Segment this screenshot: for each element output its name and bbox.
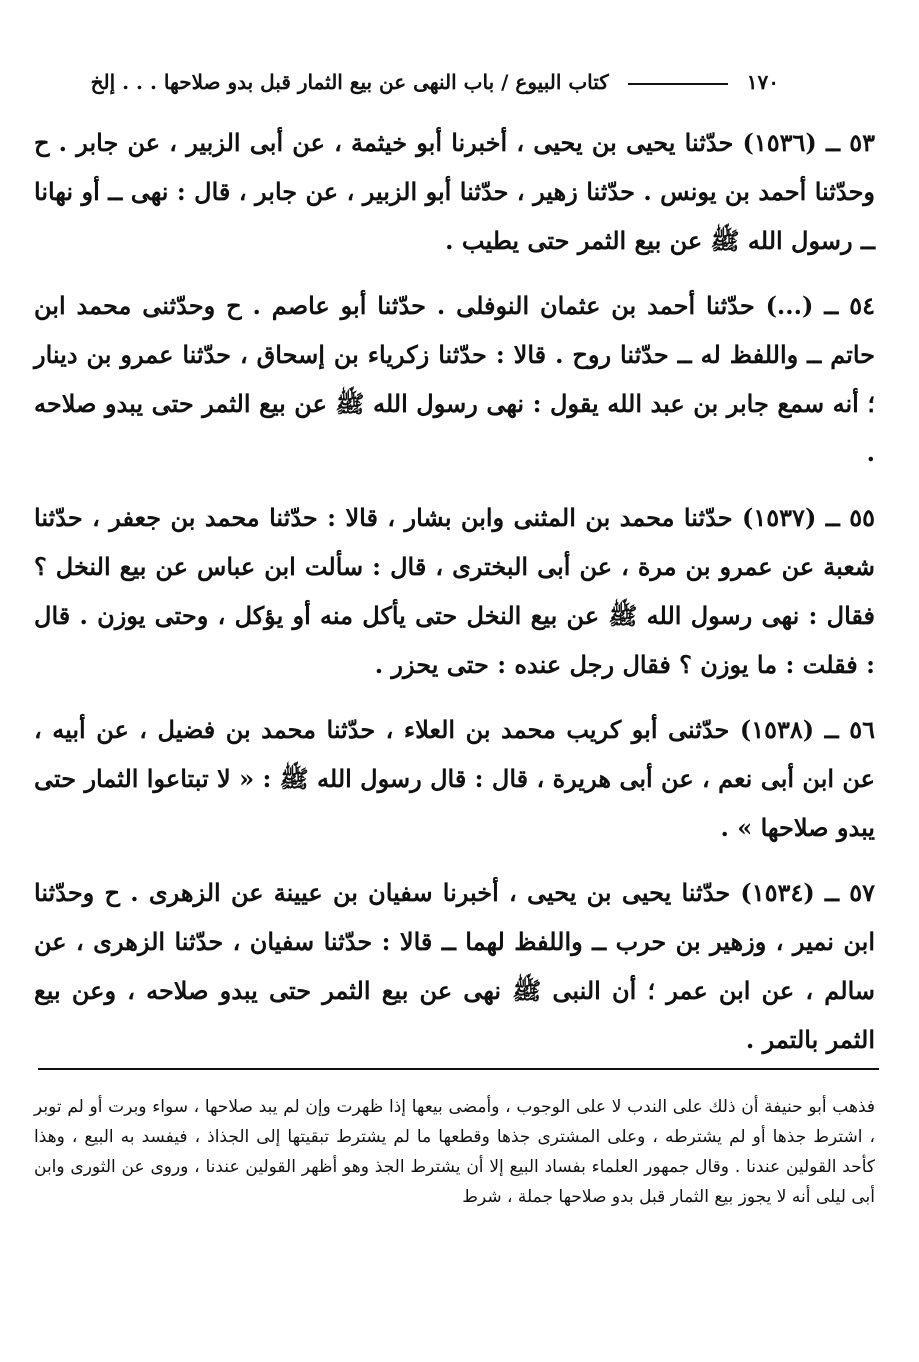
hadith-55: ٥٥ ــ (١٥٣٧) حدّثنا محمد بن المثنى وابن بشار ، قالا : حدّثنا محمد بن جعفر ، حدّثنا شعبة عن عمرو بن مرة ، عن أبى البخترى ، قال : سألت ابن عباس عن بيع النخل ؟ فقال : نهى رسول الله ﷺ عن بيع النخل حتى يأكل منه أو يؤكل ، وحتى يوزن . قال : فقلت : ما يوزن ؟ فقال رجل عنده : حتى يحزر . [34, 503, 876, 679]
hadith-57: ٥٧ ــ (١٥٣٤) حدّثنا يحيى بن يحيى ، أخبرنا سفيان بن عيينة عن الزهرى . ح وحدّثنا ابن نمير ، وزهير بن حرب ــ واللفظ لهما ــ قالا : حدّثنا سفيان ، حدّثنا الزهرى ، عن سالم ، عن ابن عمر ؛ أن النبى ﷺ نهى عن بيع الثمر حتى يبدو صلاحه ، وعن بيع الثمر بالتمر . [34, 878, 876, 1054]
running-header [30, 70, 779, 94]
header-title: كتاب البيوع / باب النهى عن بيع الثمار قبل بدو صلاحها . . . إلخ [90, 70, 609, 94]
header-dash [628, 83, 728, 85]
hadith-53: ٥٣ ــ (١٥٣٦) حدّثنا يحيى بن يحيى ، أخبرنا أبو خيثمة ، عن أبى الزبير ، عن جابر . ح وحدّثنا أحمد بن يونس . حدّثنا زهير ، حدّثنا أبو الزبير ، عن جابر ، قال : نهى ــ أو نهانا ــ رسول الله ﷺ عن بيع الثمر حتى يطيب . [34, 128, 875, 255]
page-number: ١٧٠ [746, 70, 779, 94]
hadith-54: ٥٤ ــ (...) حدّثنا أحمد بن عثمان النوفلى . حدّثنا أبو عاصم . ح وحدّثنى محمد ابن حاتم ــ واللفظ له ــ حدّثنا روح . قالا : حدّثنا زكرياء بن إسحاق ، حدّثنا عمرو بن دينار ؛ أنه سمع جابر بن عبد الله يقول : نهى رسول الله ﷺ عن بيع الثمر حتى يبدو صلاحه . [34, 291, 875, 467]
footnote-divider [38, 1068, 879, 1070]
footnote-text: فذهب أبو حنيفة أن ذلك على الندب لا على الوجوب ، وأمضى بيعها إذا ظهرت وإن لم يبد صلاحها ، سواء وبرت أو لم توبر ، اشترط جذها أو لم يشترطه ، وعلى المشترى جذها وقطعها ما لم يشترط تبقيتها إلى الجذاذ ، فيفسد به البيع ، وهذا كأحد القولين عندنا . وقال جمهور العلماء بفساد البيع إلا أن يشترط الجذ وهو أظهر القولين عندنا ، وروى عن الثورى وابن أبى ليلى أنه لا يجوز بيع الثمار قبل بدو صلاحها جملة ، شرط [34, 1097, 875, 1207]
hadith-56: ٥٦ ــ (١٥٣٨) حدّثنى أبو كريب محمد بن العلاء ، حدّثنا محمد بن فضيل ، عن أبيه ، عن ابن أبى نعم ، عن أبى هريرة ، قال : قال رسول الله ﷺ : « لا تبتاعوا الثمار حتى يبدو صلاحها » . [34, 715, 875, 842]
hadith-body [34, 118, 875, 1080]
